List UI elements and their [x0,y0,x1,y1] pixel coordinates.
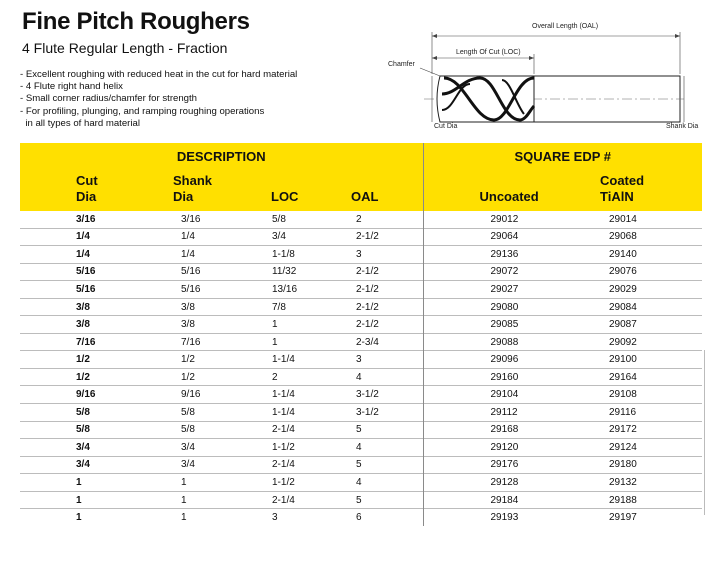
shank-dia-cell: 3/16 [181,213,201,225]
oal-cell: 6 [330,509,423,526]
shank-dia-cell: 3/8 [160,316,250,334]
shank-dia-cell: 5/16 [160,263,250,281]
cut-dia-cell: 3/16 [76,213,96,225]
loc-arrow-left [432,56,437,60]
uncoated-edp-cell: 29104 [423,386,553,404]
coated-edp-cell: 29084 [553,298,702,316]
uncoated-edp-cell: 29120 [423,439,553,457]
loc-label: Length Of Cut (LOC) [456,49,521,56]
specs-table [20,143,702,526]
margin-rule [704,350,705,515]
uncoated-edp-cell: 29193 [423,509,553,526]
uncoated-edp-cell: 29136 [423,246,553,264]
coated-edp-cell: 29140 [553,246,702,264]
shank-dia-cell: 5/8 [160,404,250,422]
oal-header: OAL [330,169,423,211]
oal-cell: 3 [330,351,423,369]
end-mill-diagram [384,14,704,134]
loc-cell: 3 [250,509,330,526]
uncoated-edp-cell: 29072 [423,263,553,281]
cut-dia-cell: 1 [20,509,160,526]
loc-cell: 7/8 [250,298,330,316]
coated-edp-cell: 29197 [553,509,702,526]
oal-cell: 2 [356,213,362,225]
coated-edp-cell: 29132 [553,474,702,492]
cut-dia-label: Cut Dia [434,123,458,130]
cut-dia-cell: 1/4 [20,246,160,264]
cut-dia-cell: 3/8 [20,316,160,334]
uncoated-edp-cell: 29027 [423,281,553,299]
coated-edp-cell: 29068 [553,228,702,246]
tool-cutting-body [437,76,534,122]
cut-dia-cell: 5/16 [20,263,160,281]
oal-cell: 2-3/4 [330,333,423,351]
table-row [20,263,702,281]
coated-edp-cell: 29014 [609,213,637,225]
loc-cell: 1-1/4 [250,386,330,404]
cut-dia-cell: 5/16 [20,281,160,299]
loc-cell: 13/16 [250,281,330,299]
coated-edp-cell: 29108 [553,386,702,404]
coated-edp-cell: 29164 [553,368,702,386]
coated-edp-cell: 29076 [553,263,702,281]
cut-dia-cell: 3/4 [20,456,160,474]
uncoated-edp-cell: 29080 [423,298,553,316]
cut-dia-cell: 1/2 [20,368,160,386]
table-row [20,491,702,509]
cut-dia-cell: 5/8 [20,404,160,422]
specs-table-body [20,211,702,526]
coated-edp-cell: 29087 [553,316,702,334]
oal-cell: 2-1/2 [330,281,423,299]
shank-dia-cell: 1 [160,509,250,526]
table-row [20,298,702,316]
oal-cell: 4 [330,439,423,457]
shank-dia-header: Shank Dia [160,169,250,211]
loc-cell: 1-1/8 [250,246,330,264]
oal-cell: 3-1/2 [330,404,423,422]
shank-dia-cell: 5/8 [160,421,250,439]
coated-edp-cell: 29124 [553,439,702,457]
description-header: DESCRIPTION [20,143,423,169]
table-row [20,228,702,246]
cut-dia-cell: 1/4 [20,228,160,246]
coated-edp-cell: 29172 [553,421,702,439]
table-row [20,351,702,369]
uncoated-edp-cell: 29184 [423,491,553,509]
shank-dia-cell: 1/2 [160,351,250,369]
cut-dia-cell: 5/8 [20,421,160,439]
uncoated-edp-cell: 29176 [423,456,553,474]
uncoated-edp-cell: 29012 [423,211,553,228]
uncoated-edp-cell: 29085 [423,316,553,334]
loc-cell: 1-1/4 [250,404,330,422]
feature-item: in all types of hard material [20,117,140,129]
table-row [20,316,702,334]
shank-dia-cell: 1 [160,474,250,492]
shank-dia-cell: 9/16 [160,386,250,404]
feature-item: - For profiling, plunging, and ramping roughing operations [20,105,265,117]
table-row [20,509,702,526]
loc-header: LOC [250,169,330,211]
coated-edp-cell: 29180 [553,456,702,474]
shank-dia-cell: 1/4 [160,246,250,264]
table-row [20,246,702,264]
loc-cell: 2-1/4 [250,421,330,439]
cut-dia-cell: 7/16 [20,333,160,351]
loc-cell: 11/32 [250,263,330,281]
cut-dia-cell: 9/16 [20,386,160,404]
coated-edp-cell: 29188 [553,491,702,509]
loc-cell: 1-1/2 [250,439,330,457]
coated-edp-cell: 29029 [553,281,702,299]
shank-dia-cell: 5/16 [160,281,250,299]
shank-dia-cell: 3/4 [160,439,250,457]
uncoated-header: Uncoated [423,169,553,211]
table-row [20,404,702,422]
feature-item: - Excellent roughing with reduced heat in the cut for hard material [20,69,298,80]
loc-cell: 5/8 [272,213,286,225]
loc-cell: 2-1/4 [250,456,330,474]
oal-label: Overall Length (OAL) [532,23,599,30]
oal-arrow-left [432,34,437,38]
loc-cell: 2 [250,368,330,386]
uncoated-edp-cell: 29128 [423,474,553,492]
square-edp-header: SQUARE EDP # [423,143,702,169]
table-row [20,439,702,457]
feature-list [20,69,297,130]
uncoated-edp-cell: 29088 [423,333,553,351]
table-row [20,456,702,474]
coated-header: Coated TiAlN [553,169,702,211]
cut-dia-cell: 1 [20,474,160,492]
cut-dia-cell: 1/2 [20,351,160,369]
shank-dia-label: Shank Dia [666,123,699,130]
table-row [20,333,702,351]
loc-cell: 3/4 [250,228,330,246]
oal-cell: 2-1/2 [330,263,423,281]
chamfer-label: Chamfer [388,61,415,68]
loc-cell: 2-1/4 [250,491,330,509]
table-row [20,386,702,404]
loc-cell: 1-1/2 [250,474,330,492]
uncoated-edp-cell: 29096 [423,351,553,369]
uncoated-edp-cell: 29160 [423,368,553,386]
loc-arrow-right [529,56,534,60]
oal-cell: 2-1/2 [330,228,423,246]
oal-cell: 5 [330,421,423,439]
loc-cell: 1 [250,333,330,351]
table-row [20,421,702,439]
uncoated-edp-cell: 29168 [423,421,553,439]
page-subtitle: 4 Flute Regular Length - Fraction [22,40,228,56]
oal-cell: 2-1/2 [330,316,423,334]
shank-dia-cell: 1/2 [160,368,250,386]
cut-dia-header: Cut Dia [20,169,160,211]
uncoated-edp-cell: 29064 [423,228,553,246]
coated-edp-cell: 29100 [553,351,702,369]
page-title: Fine Pitch Roughers [22,8,250,35]
uncoated-edp-cell: 29112 [423,404,553,422]
oal-cell: 2-1/2 [330,298,423,316]
shank-dia-cell: 3/4 [160,456,250,474]
shank-dia-cell: 7/16 [160,333,250,351]
feature-item: - 4 Flute right hand helix [20,81,123,93]
oal-cell: 3-1/2 [330,386,423,404]
loc-cell: 1 [250,316,330,334]
table-row [20,368,702,386]
shank-dia-cell: 3/8 [160,298,250,316]
loc-cell: 1-1/4 [250,351,330,369]
shank-dia-cell: 1/4 [160,228,250,246]
oal-cell: 3 [330,246,423,264]
table-row [20,211,702,228]
cut-dia-cell: 3/8 [20,298,160,316]
oal-cell: 4 [330,368,423,386]
table-row [20,281,702,299]
cut-dia-cell: 3/4 [20,439,160,457]
coated-edp-cell: 29116 [553,404,702,422]
chamfer-leader [420,68,440,76]
shank-dia-cell: 1 [160,491,250,509]
oal-cell: 5 [330,491,423,509]
table-row [20,474,702,492]
cut-dia-cell: 1 [20,491,160,509]
oal-arrow-right [675,34,680,38]
feature-item: - Small corner radius/chamfer for strength [20,93,198,105]
oal-cell: 4 [330,474,423,492]
coated-edp-cell: 29092 [553,333,702,351]
oal-cell: 5 [330,456,423,474]
